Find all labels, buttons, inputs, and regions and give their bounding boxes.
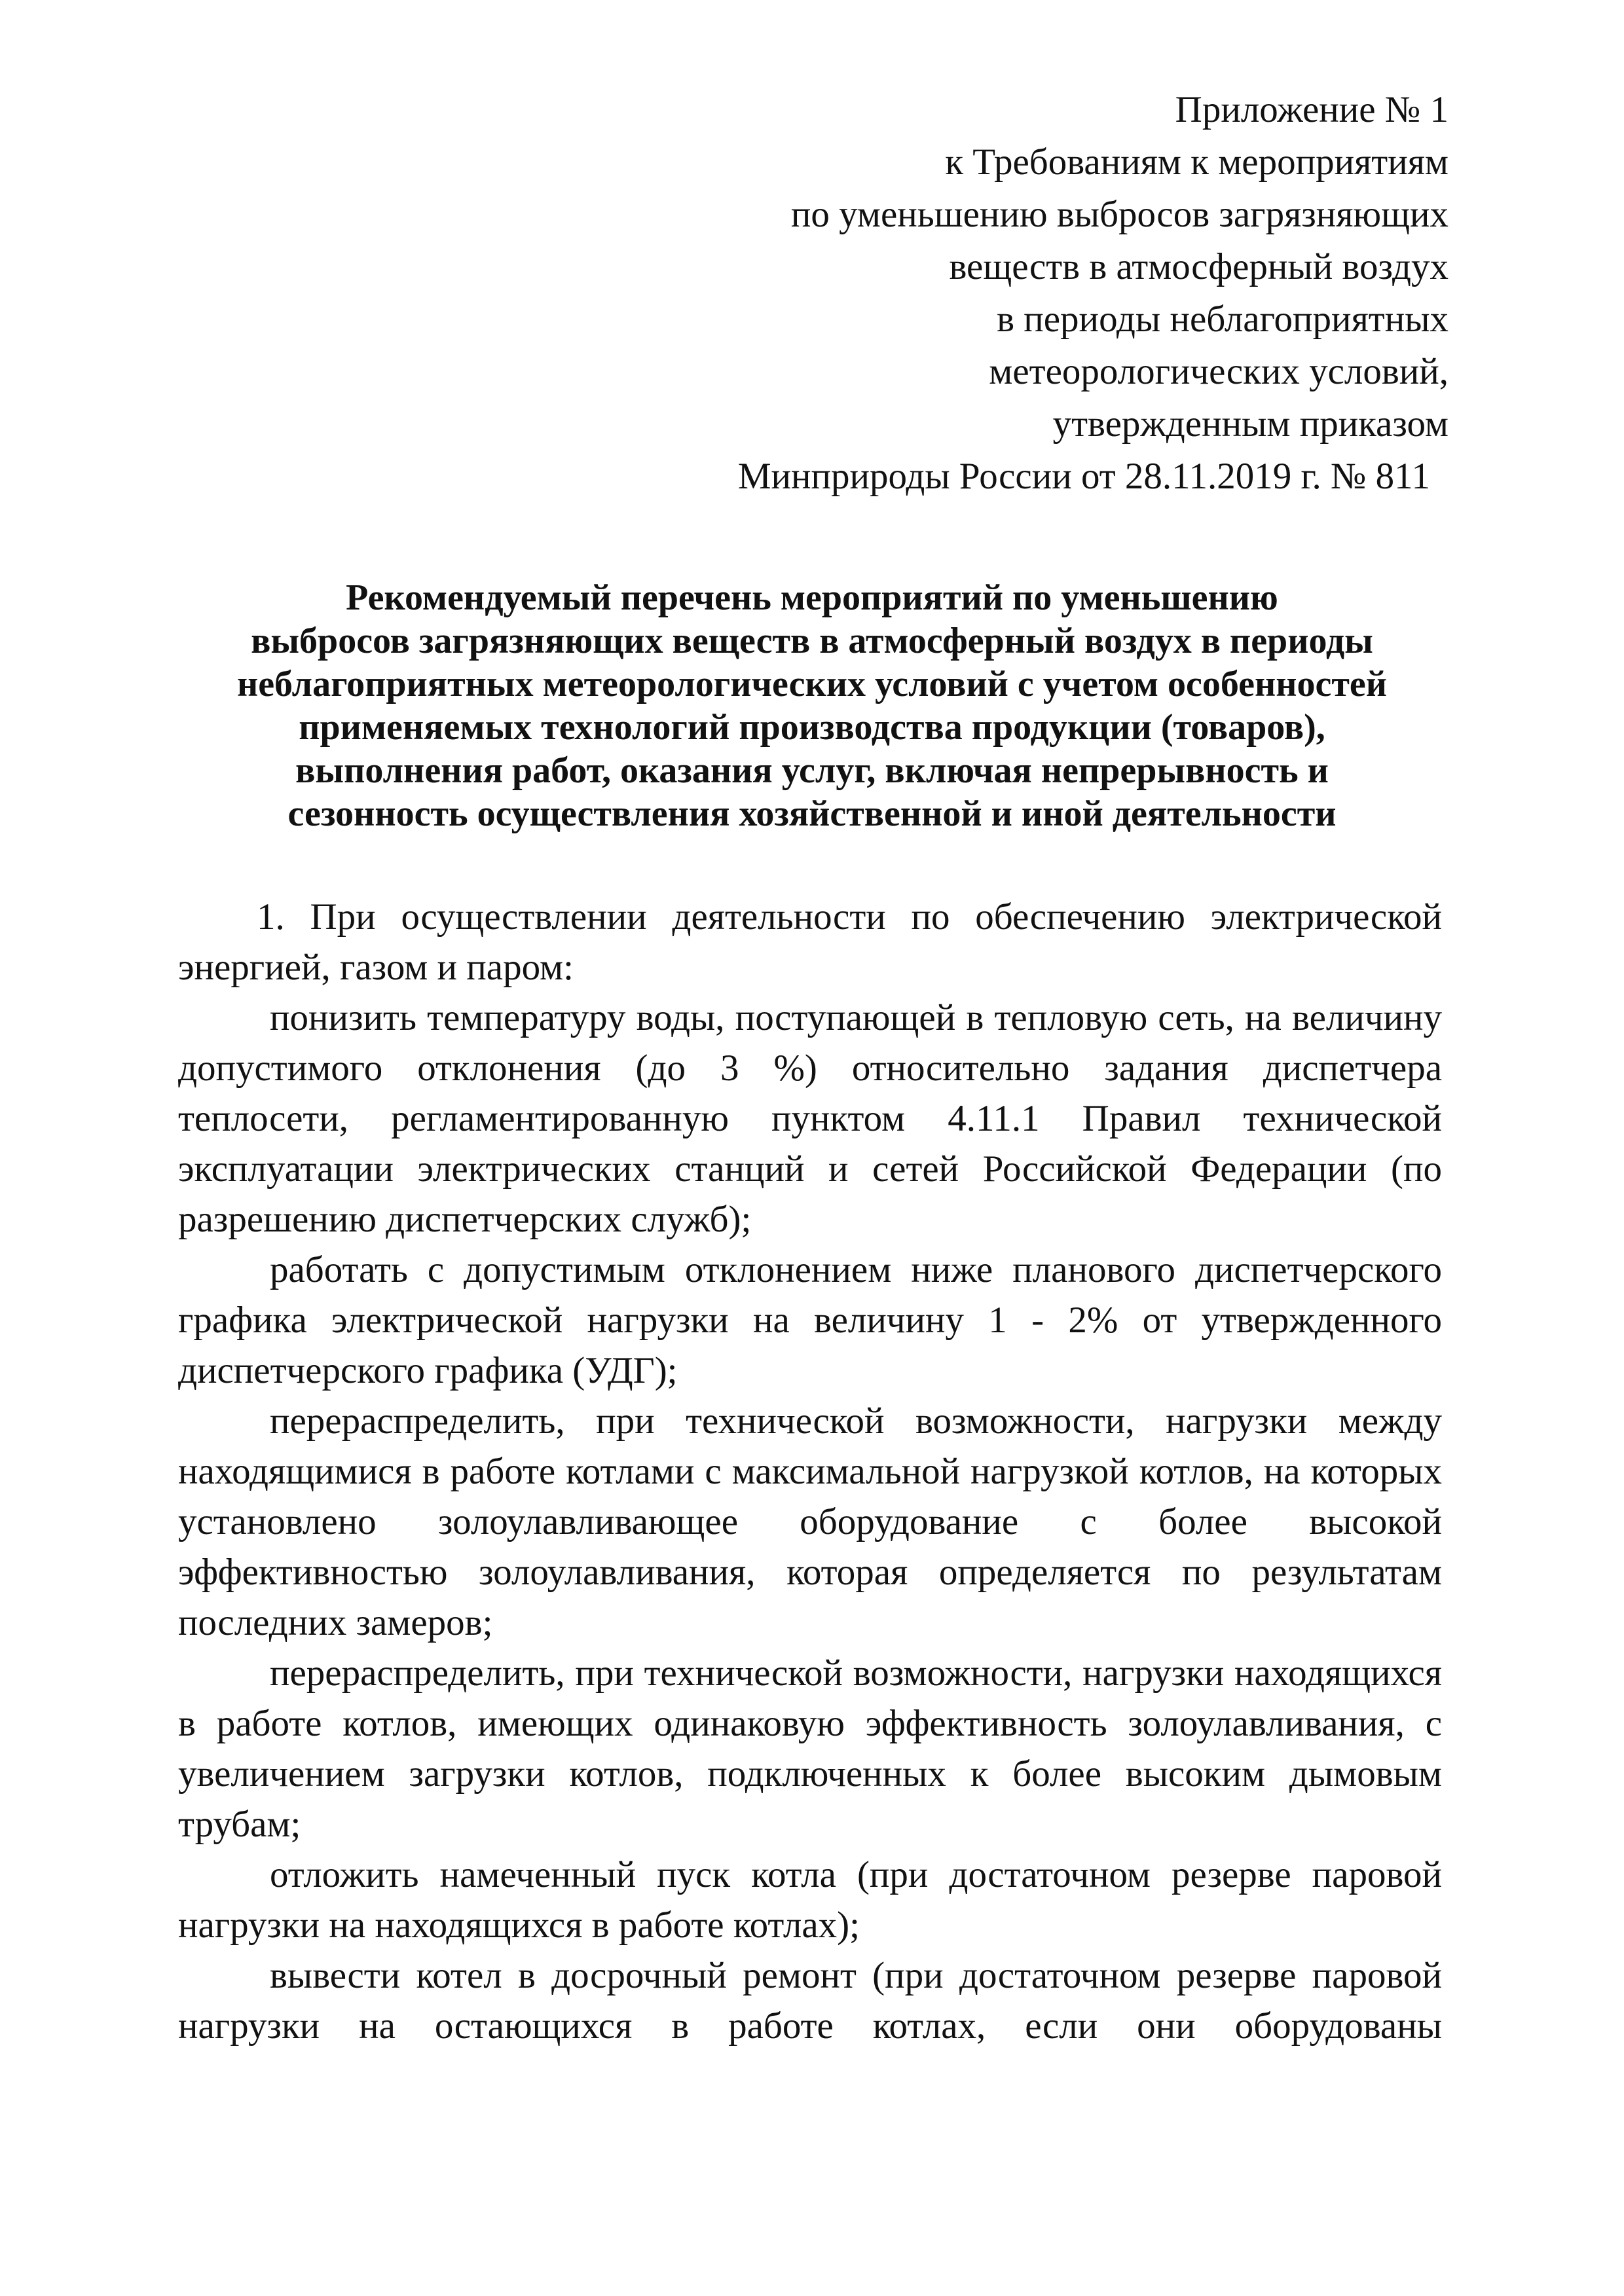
appendix-line: метеорологических условий, xyxy=(989,351,1449,392)
body-paragraph: 1. При осуществлении деятельности по обеспечению электрической энергией, газом и паром: xyxy=(178,896,1442,988)
title-line: Рекомендуемый перечень мероприятий по уменьшению xyxy=(346,577,1278,618)
body-paragraph: отложить намеченный пуск котла (при достаточном резерве паровой нагрузки на находящихся в работе котлах); xyxy=(178,1854,1442,1946)
body-paragraph: перераспределить, при технической возможности, нагрузки находящихся в работе котлов, имеющих одинаковую эффективность золоулавливания, с увеличением загрузки котлов, подключенных к более высоким дымовым трубам; xyxy=(178,1652,1442,1845)
appendix-line: Приложение № 1 xyxy=(1175,89,1449,130)
body-paragraph: перераспределить, при технической возможности, нагрузки между находящимися в работе котлами с максимальной нагрузкой котлов, на которых установлено золоулавливающее оборудование с более высокой эффективностью золоулавливания, которая определяется по результатам последних замеров; xyxy=(178,1400,1442,1643)
appendix-header xyxy=(532,84,1449,503)
body-paragraph: понизить температуру воды, поступающей в тепловую сеть, на величину допустимого отклонения (до 3 %) относительно задания диспетчера теплосети, регламентированную пунктом 4.11.1 Правил технической эксплуатации электрических станций и сетей Российской Федерации (по разрешению диспетчерских служб); xyxy=(178,997,1442,1240)
title-line: сезонность осуществления хозяйственной и иной деятельности xyxy=(287,793,1337,834)
title-line: выполнения работ, оказания услуг, включая непрерывность и xyxy=(295,750,1329,791)
document-body xyxy=(178,892,1442,2051)
body-paragraph: вывести котел в досрочный ремонт (при достаточном резерве паровой нагрузки на остающихся в работе котлах, если они оборудованы xyxy=(178,1955,1442,2047)
title-line: выбросов загрязняющих веществ в атмосферный воздух в периоды xyxy=(251,621,1373,661)
appendix-line: в периоды неблагоприятных xyxy=(997,299,1449,340)
appendix-line: веществ в атмосферный воздух xyxy=(949,246,1449,287)
appendix-line: Минприроды России от 28.11.2019 г. № 811 xyxy=(737,456,1430,497)
title-line: применяемых технологий производства продукции (товаров), xyxy=(299,707,1325,748)
body-paragraph: работать с допустимым отклонением ниже планового диспетчерского графика электрической нагрузки на величину 1 - 2% от утвержденного диспетчерского графика (УДГ); xyxy=(178,1249,1442,1391)
appendix-line: утвержденным приказом xyxy=(1052,403,1449,445)
appendix-line: к Требованиям к мероприятиям xyxy=(945,141,1449,183)
title-line: неблагоприятных метеорологических условий с учетом особенностей xyxy=(236,664,1388,704)
appendix-line: по уменьшению выбросов загрязняющих xyxy=(790,194,1449,235)
document-title xyxy=(164,576,1460,835)
